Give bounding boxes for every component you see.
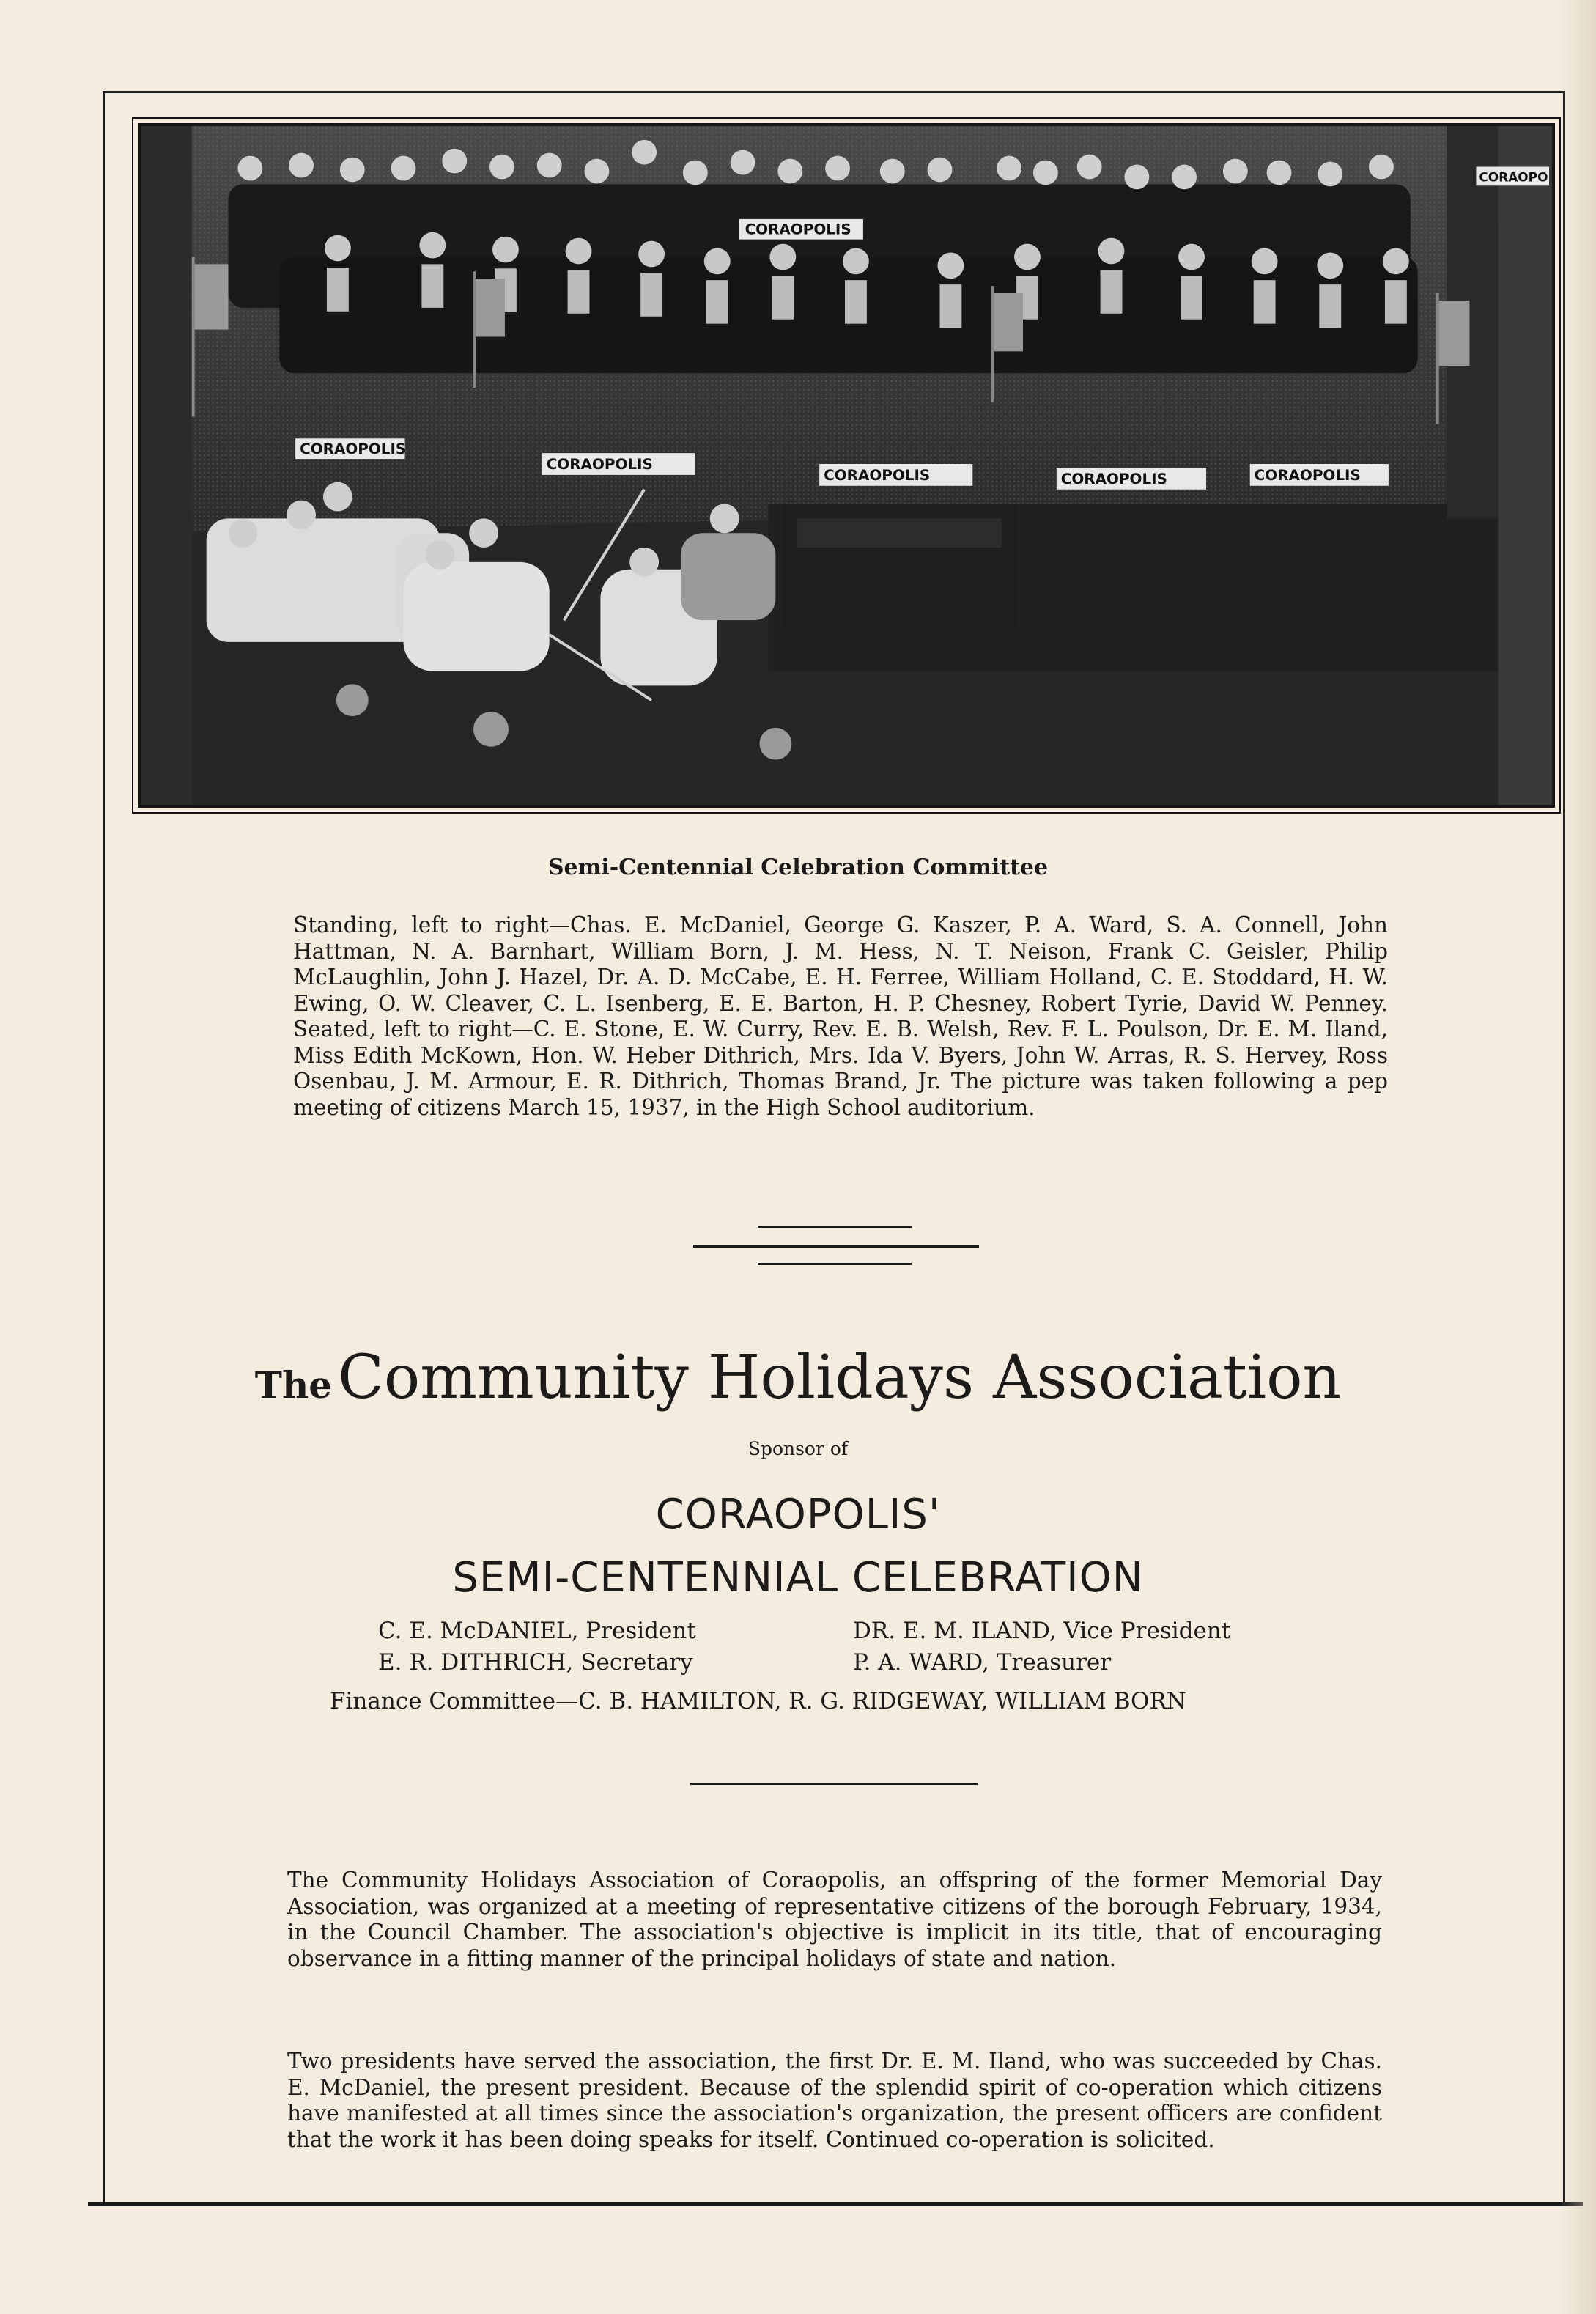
celebration-line-2: SEMI-CENTENNIAL CELEBRATION (452, 1554, 1144, 1602)
title-the: The (254, 1363, 333, 1407)
page-edge-shadow (1561, 0, 1596, 2314)
photo-sign: CORAOPOLIS (1254, 466, 1361, 484)
photo-sign: CORAOPOLIS (745, 221, 851, 238)
committee-photograph (138, 123, 1555, 808)
ornament-rule-top (758, 1226, 912, 1228)
officer-treasurer: P. A. WARD, Treasurer (853, 1649, 1112, 1676)
paragraph-1: The Community Holidays Association of Coraopolis, an offspring of the former Memorial Day Association, was organized at a meeting of representative citizens of the borough February, 1934, in the Council Chamber. The association's objective is implicit in its title, that of encouraging observance in a fitting manner of the principal holidays of state and nation. (287, 1868, 1382, 1971)
photo-sign: CORAOPOLIS (300, 441, 407, 458)
sponsor-of: Sponsor of (747, 1438, 849, 1459)
photo-caption-title: Semi-Centennial Celebration Committee (547, 855, 1049, 880)
photo-caption-body: Standing, left to right—Chas. E. McDaniel, George G. Kaszer, P. A. Ward, S. A. Connell, John Hattman, N. A. Barnhart, William Born, J. M. Hess, N. T. Neison, Frank C. Geisler, Philip McLaughlin, John J. Hazel, Dr. A. D. McCabe, E. H. Ferree, William Holland, C. E. Stoddard, H. W. Ewing, O. W. Cleaver, C. L. Isenberg, E. E. Barton, H. P. Chesney, Robert Tyrie, David W. Penney. Seated, left to right—C. E. Stone, E. W. Curry, Rev. E. B. Welsh, Rev. F. L. Poulson, Dr. E. M. Iland, Miss Edith McKown, Hon. W. Heber Dithrich, Mrs. Ida V. Byers, John W. Arras, R. S. Hervey, Ross Osenbau, J. M. Armour, E. R. Dithrich, Thomas Brand, Jr. The picture was taken following a pep meeting of citizens March 15, 1937, in the High School auditorium. (293, 913, 1388, 1120)
photo-sign: CORAOPOLIS (546, 455, 653, 473)
photo-sign: CORAOPOLIS (824, 466, 931, 484)
photo-illustration (141, 126, 1552, 805)
ornament-rule-middle (693, 1245, 979, 1248)
officer-president: C. E. McDANIEL, President (378, 1618, 696, 1644)
title-name: Community Holidays Association (338, 1343, 1342, 1412)
officer-secretary: E. R. DITHRICH, Secretary (378, 1649, 693, 1676)
photo-sign: CORAOPOLIS (1060, 470, 1167, 487)
paragraph-2: Two presidents have served the association, the first Dr. E. M. Iland, who was succeeded by Chas. E. McDaniel, the present president. Because of the splendid spirit of co-operation which citizens have manifested at all times since the association's organization, the present officers are confident that the work it has been doing speaks for itself. Continued co-operation is solicited. (287, 2049, 1382, 2152)
finance-committee: Finance Committee—C. B. HAMILTON, R. G. RIDGEWAY, WILLIAM BORN (330, 1688, 1186, 1714)
association-title (0, 1343, 1596, 1412)
celebration-line-1: CORAOPOLIS' (655, 1491, 941, 1539)
photo-sign: CORAOPO (1479, 169, 1548, 185)
ornament-rule-bottom (758, 1263, 912, 1265)
officer-vice-president: DR. E. M. ILAND, Vice President (853, 1618, 1231, 1644)
bottom-rule (88, 2202, 1583, 2206)
section-rule (690, 1783, 978, 1785)
